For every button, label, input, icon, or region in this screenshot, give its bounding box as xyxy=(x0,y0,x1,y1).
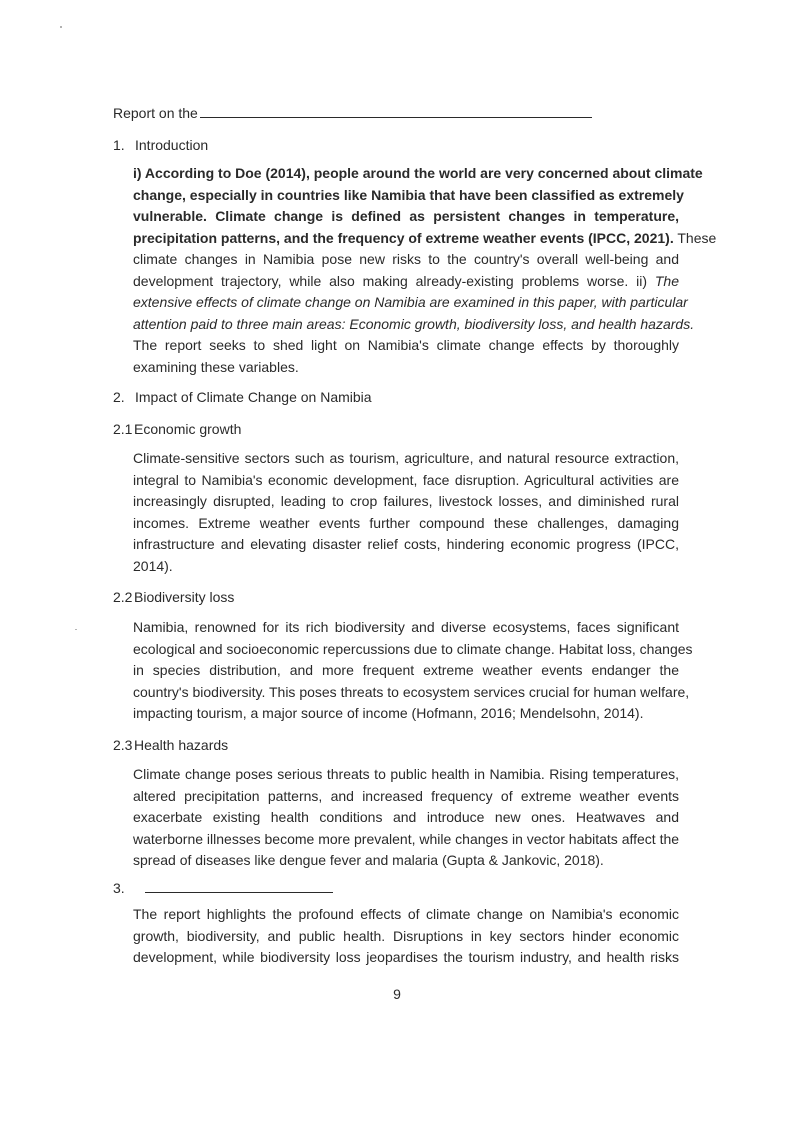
text-line: increasingly disrupted, leading to crop failures, livestock losses, and diminished rural xyxy=(133,493,679,509)
conclusion-paragraph xyxy=(133,904,679,969)
text-line xyxy=(133,228,717,250)
text-line-bold: precipitation patterns, and the frequency of extreme weather events (IPCC, 2021). xyxy=(133,229,674,246)
text-line: extensive effects of climate change on Namibia are examined in this paper, with particular xyxy=(133,294,688,310)
page-number: 9 xyxy=(393,986,401,1002)
text-line: ecological and socioeconomic repercussions due to climate change. Habitat loss, changes xyxy=(133,640,693,657)
text-line: attention paid to three main areas: Economic growth, biodiversity loss, and health hazards. xyxy=(133,315,695,332)
text-line: i) According to Doe (2014), people around the world are very concerned about climate xyxy=(133,165,703,181)
text-line: waterborne illnesses become more prevalent, while changes in vector habitats affect the xyxy=(133,830,680,847)
section-title: Impact of Climate Change on Namibia xyxy=(135,389,372,405)
subsection-number: 2.1 xyxy=(113,421,133,437)
text-line-start: development trajectory, while also making already-existing problems worse. ii) xyxy=(133,272,655,289)
text-line: incomes. Extreme weather events further compound these challenges, damaging xyxy=(133,514,679,531)
text-line: climate changes in Namibia pose new risks to the country's overall well-being and xyxy=(133,251,679,267)
section-heading-introduction xyxy=(113,135,208,156)
subsection-heading-economic-growth xyxy=(113,419,241,440)
text-line: examining these variables. xyxy=(133,358,299,375)
section-number: 2. xyxy=(113,389,125,405)
text-line: 2014). xyxy=(133,557,173,574)
introduction-paragraph xyxy=(133,163,717,378)
subsection-title: Health hazards xyxy=(134,737,229,753)
text-line: The report highlights the profound effects of climate change on Namibia's economic xyxy=(133,906,679,922)
subsection-title: Economic growth xyxy=(134,421,242,437)
report-title-line xyxy=(113,103,592,124)
text-line: Climate-sensitive sectors such as tourism, agriculture, and natural resource extraction, xyxy=(133,450,679,466)
text-line: country's biodiversity. This poses threats to ecosystem services crucial for human welfare, xyxy=(133,683,690,700)
section-number: 1. xyxy=(113,137,125,153)
text-line: altered precipitation patterns, and increased frequency of extreme weather events xyxy=(133,787,679,804)
text-line-italic: The xyxy=(654,272,679,289)
health-hazards-paragraph xyxy=(133,764,679,872)
text-line: growth, biodiversity, and public health. Disruptions in key sectors hinder economic xyxy=(133,927,679,944)
text-line: Climate change poses serious threats to public health in Namibia. Rising temperatures, xyxy=(133,766,679,782)
text-line: The report seeks to shed light on Namibia's climate change effects by thoroughly xyxy=(133,337,679,353)
subsection-heading-biodiversity-loss xyxy=(113,587,234,608)
section-number: 3. xyxy=(113,880,125,896)
report-title-prefix: Report on the xyxy=(113,105,198,121)
text-line: development, while biodiversity loss jeopardises the tourism industry, and health risks xyxy=(133,949,679,965)
text-line: spread of diseases like dengue fever and malaria (Gupta & Jankovic, 2018). xyxy=(133,852,604,868)
text-line: impacting tourism, a major source of income (Hofmann, 2016; Mendelsohn, 2014). xyxy=(133,705,644,721)
text-line: integral to Namibia's economic development, face disruption. Agricultural activities are xyxy=(133,471,679,488)
section-heading-conclusion xyxy=(113,878,333,899)
scan-speck xyxy=(60,26,62,28)
text-line: in species distribution, and more frequent extreme weather events endanger the xyxy=(133,662,679,678)
section-title-blank xyxy=(145,878,333,893)
text-line: vulnerable. Climate change is defined as persistent changes in temperature, xyxy=(133,208,679,224)
economic-growth-paragraph xyxy=(133,448,679,577)
scan-speck xyxy=(75,629,77,630)
text-line: Namibia, renowned for its rich biodiversity and diverse ecosystems, faces significant xyxy=(133,619,679,635)
subsection-number: 2.2 xyxy=(113,589,133,605)
subsection-title: Biodiversity loss xyxy=(134,589,235,605)
report-title-blank xyxy=(200,103,592,118)
section-heading-impact xyxy=(113,387,372,408)
text-line: infrastructure and elevating disaster relief costs, hindering economic progress (IPCC, xyxy=(133,536,679,552)
text-line: exacerbate existing health conditions and introduce new ones. Heatwaves and xyxy=(133,809,679,825)
text-line-tail: These xyxy=(673,229,717,246)
text-line: change, especially in countries like Namibia that have been classified as extremely xyxy=(133,186,684,203)
subsection-heading-health-hazards xyxy=(113,735,228,756)
section-title: Introduction xyxy=(135,137,209,153)
text-line xyxy=(133,271,679,293)
subsection-number: 2.3 xyxy=(113,737,133,753)
biodiversity-loss-paragraph xyxy=(133,617,693,725)
